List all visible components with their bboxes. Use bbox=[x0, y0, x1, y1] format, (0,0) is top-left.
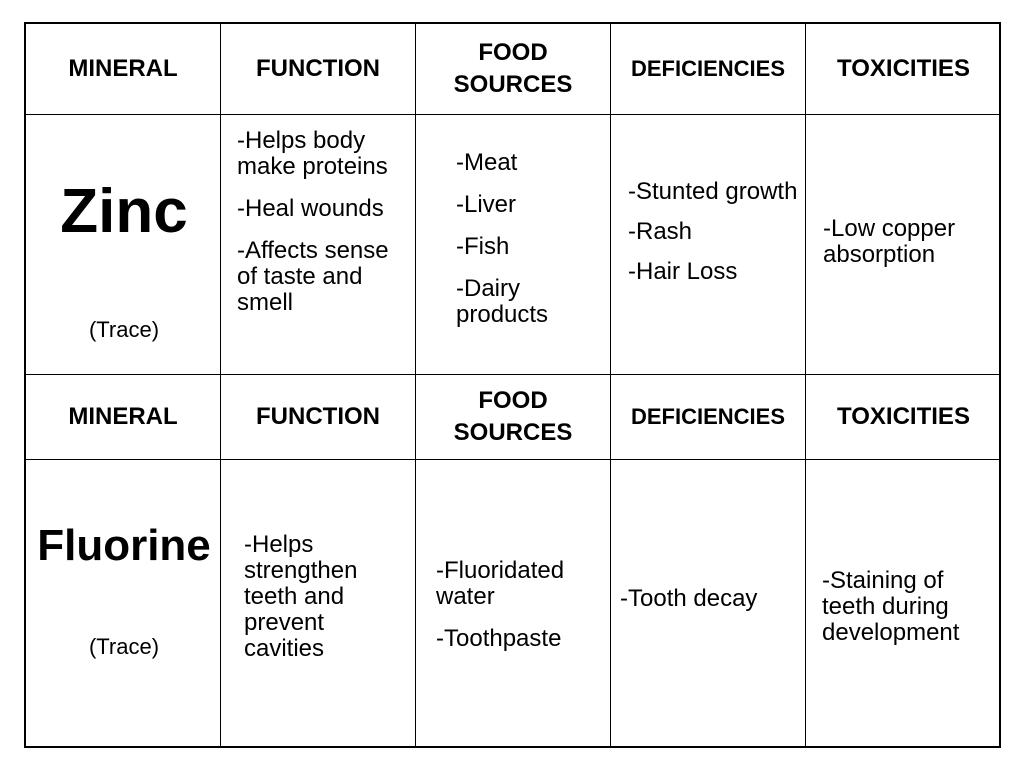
zinc-deficiencies bbox=[628, 180, 798, 300]
zinc-functions bbox=[237, 128, 413, 332]
fluorine-mineral-cell bbox=[26, 460, 220, 748]
list-item: -Helps strengthen teeth and prevent cavities bbox=[244, 531, 358, 662]
zinc-mineral-cell bbox=[26, 115, 220, 374]
zinc-name: Zinc bbox=[60, 177, 188, 246]
zinc-food-sources bbox=[456, 150, 606, 344]
list-item: -Stunted growth bbox=[628, 178, 798, 205]
fluorine-functions bbox=[244, 532, 404, 678]
header-mineral: MINERAL bbox=[68, 403, 178, 430]
header-food-line2: SOURCES bbox=[453, 419, 573, 446]
header-food-line1: FOOD bbox=[478, 39, 548, 66]
list-item: -Rash bbox=[628, 218, 693, 245]
fluorine-toxicities bbox=[822, 568, 997, 662]
zinc-toxicities bbox=[823, 216, 993, 284]
header-toxicities: TOXICITIES bbox=[837, 55, 970, 82]
fluorine-name: Fluorine bbox=[37, 521, 211, 570]
list-item: -Dairy products bbox=[456, 275, 549, 328]
header-deficiencies: DEFICIENCIES bbox=[630, 56, 786, 81]
fluorine-deficiencies bbox=[620, 586, 800, 628]
list-item: -Fluoridated water bbox=[436, 557, 565, 610]
fluorine-food-sources bbox=[436, 558, 606, 668]
list-item: -Fish bbox=[456, 233, 510, 260]
list-item: -Hair Loss bbox=[628, 258, 738, 285]
header-deficiencies: DEFICIENCIES bbox=[630, 404, 786, 429]
header-toxicities: TOXICITIES bbox=[837, 403, 970, 430]
list-item: -Heal wounds bbox=[237, 195, 384, 222]
header-mineral: MINERAL bbox=[68, 55, 178, 82]
zinc-category: (Trace) bbox=[88, 317, 160, 342]
list-item: -Low copper absorption bbox=[823, 215, 956, 268]
list-item: -Tooth decay bbox=[620, 585, 758, 612]
list-item: -Affects sense of taste and smell bbox=[237, 237, 389, 316]
list-item: -Staining of teeth during development bbox=[822, 567, 960, 646]
header-function: FUNCTION bbox=[256, 403, 380, 430]
header-food-sources bbox=[416, 375, 610, 459]
list-item: -Meat bbox=[456, 149, 518, 176]
header-food-line1: FOOD bbox=[478, 387, 548, 414]
list-item: -Liver bbox=[456, 191, 517, 218]
list-item: -Helps body make proteins bbox=[237, 127, 388, 180]
fluorine-category: (Trace) bbox=[88, 634, 160, 659]
header-function: FUNCTION bbox=[256, 55, 380, 82]
list-item: -Toothpaste bbox=[436, 625, 562, 652]
header-food-sources bbox=[416, 24, 610, 114]
mineral-table bbox=[24, 22, 1001, 748]
header-food-line2: SOURCES bbox=[453, 71, 573, 98]
